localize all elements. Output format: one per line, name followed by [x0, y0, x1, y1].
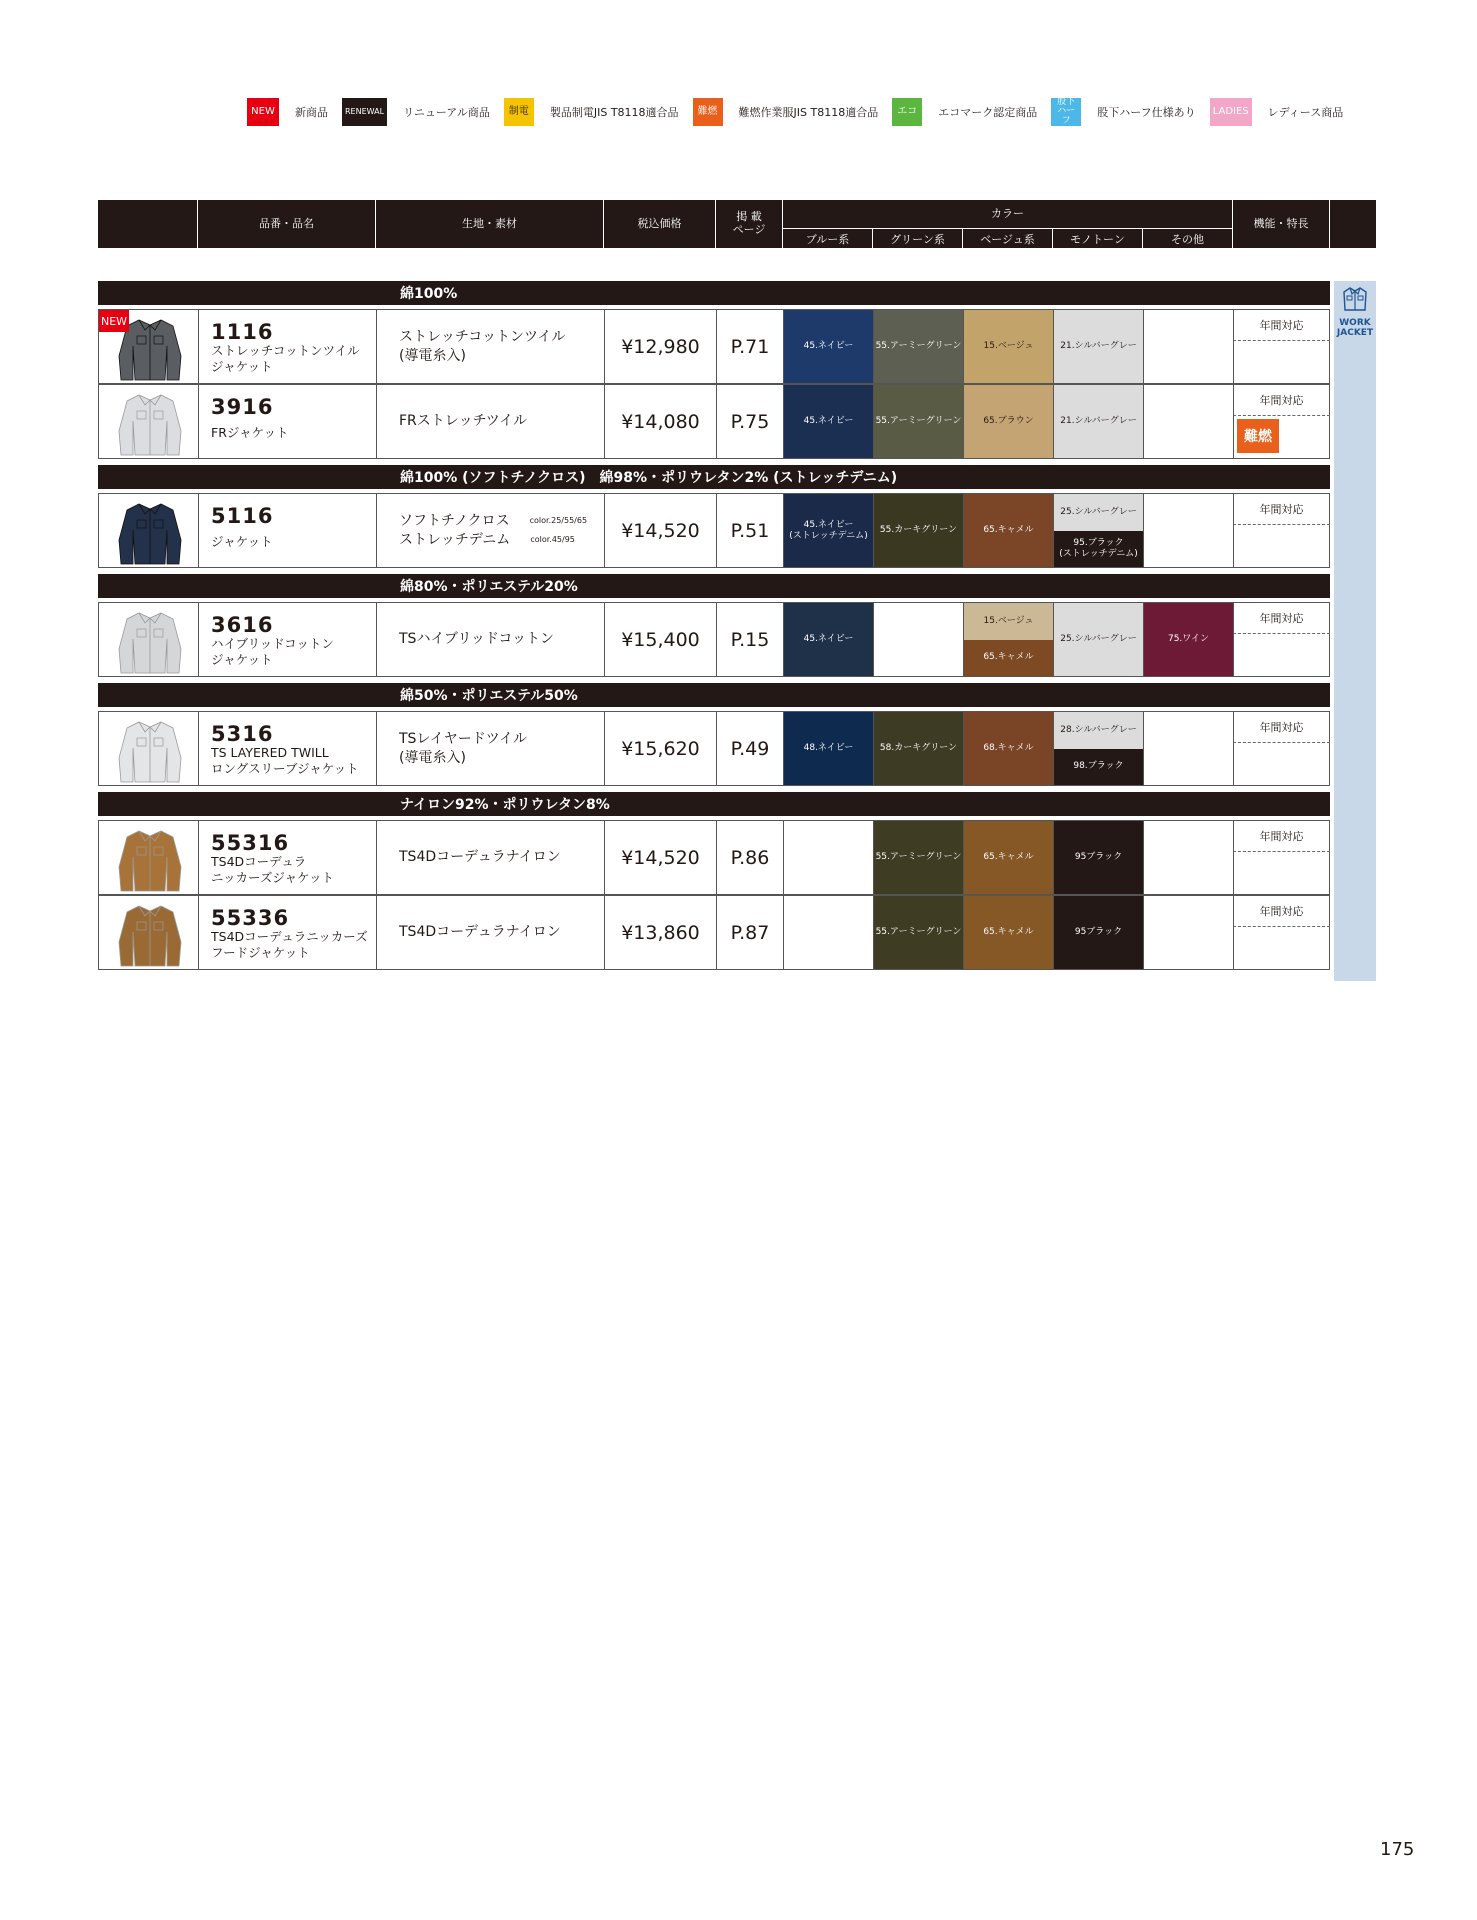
color-cell — [1144, 310, 1234, 383]
header-page: 掲 載 ページ — [716, 200, 783, 248]
color-swatch: 55.カーキグリーン — [874, 494, 963, 567]
legend-label: リニューアル商品 — [403, 106, 490, 119]
color-cell — [784, 603, 874, 676]
color-swatch: 15.ベージュ — [964, 310, 1053, 383]
legend-item — [1051, 98, 1195, 126]
color-cell — [964, 603, 1054, 676]
section-header — [98, 792, 1330, 816]
material-cell — [377, 494, 605, 567]
color-cell — [1144, 896, 1234, 969]
color-swatch: 28.シルバーグレー — [1054, 712, 1143, 749]
material-text: ストレッチデニム — [399, 531, 511, 548]
legend-label: 新商品 — [295, 106, 328, 119]
product-name: TS4Dコーデュラニッカーズ フードジャケット — [211, 929, 368, 961]
header-color-group: グリーン系 — [873, 228, 963, 248]
catalog-page: P.49 — [717, 712, 784, 785]
function-label: 年間対応 — [1233, 896, 1330, 927]
catalog-page: P.15 — [717, 603, 784, 676]
product-number: 5116 — [211, 504, 274, 528]
header-color-group: ブルー系 — [783, 228, 873, 248]
color-swatch: 25.シルバーグレー — [1054, 494, 1143, 531]
function-cell — [1233, 603, 1330, 676]
catalog-page: P.75 — [717, 385, 784, 458]
color-cell — [874, 494, 964, 567]
page-number: 175 — [1380, 1839, 1415, 1860]
catalog-page: P.87 — [717, 896, 784, 969]
color-swatch: 55.アーミーグリーン — [874, 385, 963, 458]
color-swatch: 15.ベージュ — [964, 603, 1053, 640]
color-cell — [1054, 712, 1144, 785]
color-cell — [1144, 385, 1234, 458]
legend-label: レディース商品 — [1267, 106, 1344, 119]
function-cell — [1233, 310, 1330, 383]
legend-label: 製品制電JIS T8118適合品 — [549, 106, 679, 119]
product-name: ジャケット — [211, 534, 273, 549]
color-cell — [784, 310, 874, 383]
legend — [247, 97, 1357, 127]
work-jacket-tab — [1334, 281, 1376, 981]
product-name: TS LAYERED TWILL ロングスリーブジャケット — [211, 745, 359, 777]
product-image — [99, 310, 199, 383]
color-cell — [874, 896, 964, 969]
material-cell — [377, 712, 605, 785]
header-material: 生地・素材 — [376, 200, 604, 248]
color-swatch: 65.キャメル — [964, 821, 1053, 894]
jacket-photo — [109, 500, 191, 566]
color-swatch: 45.ネイビー — [784, 310, 873, 383]
product-image — [99, 821, 199, 894]
product-number: 55316 — [211, 831, 290, 855]
color-cell — [784, 494, 874, 567]
color-cell — [874, 310, 964, 383]
legend-badge: RENEWAL — [342, 98, 387, 126]
color-cell — [784, 896, 874, 969]
color-cell — [784, 712, 874, 785]
section-header — [98, 465, 1330, 489]
legend-badge: LADIES — [1210, 98, 1252, 126]
product-name-cell — [199, 494, 377, 567]
color-swatch: 98.ブラック — [1054, 749, 1143, 786]
color-cell — [1054, 310, 1144, 383]
legend-item — [1210, 98, 1344, 126]
legend-label: エコマーク認定商品 — [938, 106, 1038, 119]
product-name-cell — [199, 385, 377, 458]
material-cell — [377, 603, 605, 676]
color-swatch: 21.シルバーグレー — [1054, 310, 1143, 383]
product-name-cell — [199, 310, 377, 383]
section-header — [98, 281, 1330, 305]
price: ¥13,860 — [605, 896, 717, 969]
header-color-group: モノトーン — [1053, 228, 1143, 248]
color-swatch: 65.キャメル — [964, 896, 1053, 969]
material-text: ソフトチノクロス — [399, 512, 510, 529]
jacket-icon — [1341, 285, 1369, 313]
function-cell — [1233, 712, 1330, 785]
color-swatch: 21.シルバーグレー — [1054, 385, 1143, 458]
section-title: 綿80%・ポリエステル20% — [400, 579, 578, 595]
price: ¥15,620 — [605, 712, 717, 785]
catalog-page: P.51 — [717, 494, 784, 567]
section-header — [98, 683, 1330, 707]
product-row — [98, 493, 1330, 568]
function-label: 年間対応 — [1233, 712, 1330, 743]
section-title: 綿100% — [400, 286, 458, 302]
section-header — [98, 574, 1330, 598]
color-cell — [1144, 712, 1234, 785]
color-swatch: 55.アーミーグリーン — [874, 821, 963, 894]
material-cell — [377, 896, 605, 969]
product-number: 5316 — [211, 722, 274, 746]
legend-badge: 難燃 — [693, 98, 723, 126]
color-cell — [1054, 603, 1144, 676]
color-cell — [964, 310, 1054, 383]
color-cell — [1054, 494, 1144, 567]
material-note: color.25/55/65 — [529, 515, 588, 525]
section-title: 綿100% (ソフトチノクロス) 綿98%・ポリウレタン2% (ストレッチデニム) — [400, 470, 898, 486]
material-cell — [377, 821, 605, 894]
product-name: ハイブリッドコットン ジャケット — [211, 636, 334, 668]
color-cell — [784, 821, 874, 894]
product-image — [99, 712, 199, 785]
legend-label: 難燃作業服JIS T8118適合品 — [738, 106, 879, 119]
table-header — [98, 200, 1376, 248]
header-color: カラー — [783, 200, 1233, 228]
legend-badge: NEW — [247, 98, 279, 126]
color-swatch: 45.ネイビー — [784, 603, 873, 676]
price: ¥14,080 — [605, 385, 717, 458]
catalog-page: P.71 — [717, 310, 784, 383]
product-row — [98, 820, 1330, 895]
color-swatch: 75.ワイン — [1144, 603, 1233, 676]
price: ¥14,520 — [605, 494, 717, 567]
color-swatch: 55.アーミーグリーン — [874, 310, 963, 383]
header-side-col — [1330, 200, 1376, 248]
jacket-photo — [109, 391, 191, 457]
color-swatch: 25.シルバーグレー — [1054, 603, 1143, 676]
legend-item — [342, 98, 490, 126]
product-name: ストレッチコットンツイル ジャケット — [211, 343, 360, 375]
product-number: 3616 — [211, 613, 274, 637]
product-name-cell — [199, 821, 377, 894]
product-image — [99, 896, 199, 969]
color-cell — [874, 712, 964, 785]
jacket-photo — [109, 827, 191, 893]
color-swatch: 45.ネイビー — [784, 385, 873, 458]
color-cell — [1144, 494, 1234, 567]
product-number: 3916 — [211, 395, 274, 419]
function-label: 年間対応 — [1233, 310, 1330, 341]
section-title: ナイロン92%・ポリウレタン8% — [400, 797, 610, 813]
legend-item — [892, 98, 1037, 126]
material-text: TSハイブリッドコットン — [399, 631, 555, 648]
color-swatch: 45.ネイビー (ストレッチデニム) — [784, 494, 873, 567]
function-label: 年間対応 — [1233, 603, 1330, 634]
color-cell — [1144, 821, 1234, 894]
legend-item — [693, 98, 879, 126]
jacket-photo — [109, 609, 191, 675]
catalog-page: P.86 — [717, 821, 784, 894]
material-text: TS4Dコーデュラナイロン — [399, 924, 561, 941]
material-text: FRストレッチツイル — [399, 413, 528, 430]
price: ¥15,400 — [605, 603, 717, 676]
product-name: FRジャケット — [211, 425, 289, 440]
product-image — [99, 603, 199, 676]
color-swatch: 68.キャメル — [964, 712, 1053, 785]
function-label: 年間対応 — [1233, 821, 1330, 852]
tab-label-work: WORK — [1339, 318, 1371, 328]
product-name: TS4Dコーデュラ ニッカーズジャケット — [211, 854, 335, 886]
color-cell — [964, 821, 1054, 894]
product-number: 1116 — [211, 320, 274, 344]
product-row — [98, 602, 1330, 677]
legend-item — [504, 98, 679, 126]
color-cell — [1054, 821, 1144, 894]
material-text: TSレイヤードツイル (導電糸入) — [399, 730, 528, 766]
material-cell — [377, 385, 605, 458]
material-cell — [377, 310, 605, 383]
legend-badge: 制電 — [504, 98, 534, 126]
color-cell — [964, 385, 1054, 458]
color-cell — [1144, 603, 1234, 676]
color-swatch: 65.キャメル — [964, 640, 1053, 677]
function-cell — [1233, 494, 1330, 567]
header-color-group: ベージュ系 — [963, 228, 1053, 248]
product-name-cell — [199, 712, 377, 785]
product-row — [98, 384, 1330, 459]
color-cell — [874, 821, 964, 894]
color-cell — [964, 494, 1054, 567]
color-swatch: 95ブラック — [1054, 821, 1143, 894]
function-cell — [1233, 896, 1330, 969]
header-function: 機能・特長 — [1233, 200, 1330, 248]
material-text: ストレッチコットンツイル (導電糸入) — [399, 328, 566, 364]
price: ¥14,520 — [605, 821, 717, 894]
color-cell — [1054, 385, 1144, 458]
product-number: 55336 — [211, 906, 290, 930]
color-cell — [964, 712, 1054, 785]
color-swatch: 58.カーキグリーン — [874, 712, 963, 785]
color-swatch: 95ブラック — [1054, 896, 1143, 969]
product-name-cell — [199, 896, 377, 969]
new-badge: NEW — [99, 310, 129, 332]
function-cell — [1233, 821, 1330, 894]
color-swatch: 65.ブラウン — [964, 385, 1053, 458]
product-row — [98, 711, 1330, 786]
product-image — [99, 385, 199, 458]
color-swatch: 65.キャメル — [964, 494, 1053, 567]
color-cell — [784, 385, 874, 458]
header-image-col — [98, 200, 198, 248]
header-name: 品番・品名 — [198, 200, 376, 248]
function-cell — [1233, 385, 1330, 458]
color-swatch: 55.アーミーグリーン — [874, 896, 963, 969]
color-cell — [964, 896, 1054, 969]
header-color-group: その他 — [1143, 228, 1233, 248]
function-label: 年間対応 — [1233, 494, 1330, 525]
price: ¥12,980 — [605, 310, 717, 383]
color-cell — [1054, 896, 1144, 969]
legend-badge: エコ — [892, 98, 922, 126]
legend-badge: 股下ハーフ — [1051, 98, 1081, 126]
legend-label: 股下ハーフ仕様あり — [1097, 106, 1196, 119]
product-name-cell — [199, 603, 377, 676]
jacket-photo — [109, 902, 191, 968]
function-label: 年間対応 — [1233, 385, 1330, 416]
color-swatch: 48.ネイビー — [784, 712, 873, 785]
flame-retardant-badge: 難燃 — [1237, 419, 1279, 453]
color-cell — [874, 603, 964, 676]
product-row — [98, 895, 1330, 970]
header-price: 税込価格 — [604, 200, 716, 248]
color-swatch: 95.ブラック (ストレッチデニム) — [1054, 531, 1143, 568]
legend-item — [247, 98, 328, 126]
jacket-photo — [109, 718, 191, 784]
material-note: color.45/95 — [530, 534, 575, 544]
product-image — [99, 494, 199, 567]
section-title: 綿50%・ポリエステル50% — [400, 688, 578, 704]
tab-label-jacket: JACKET — [1336, 328, 1374, 338]
material-text: TS4Dコーデュラナイロン — [399, 849, 561, 866]
color-cell — [874, 385, 964, 458]
product-row — [98, 309, 1330, 384]
